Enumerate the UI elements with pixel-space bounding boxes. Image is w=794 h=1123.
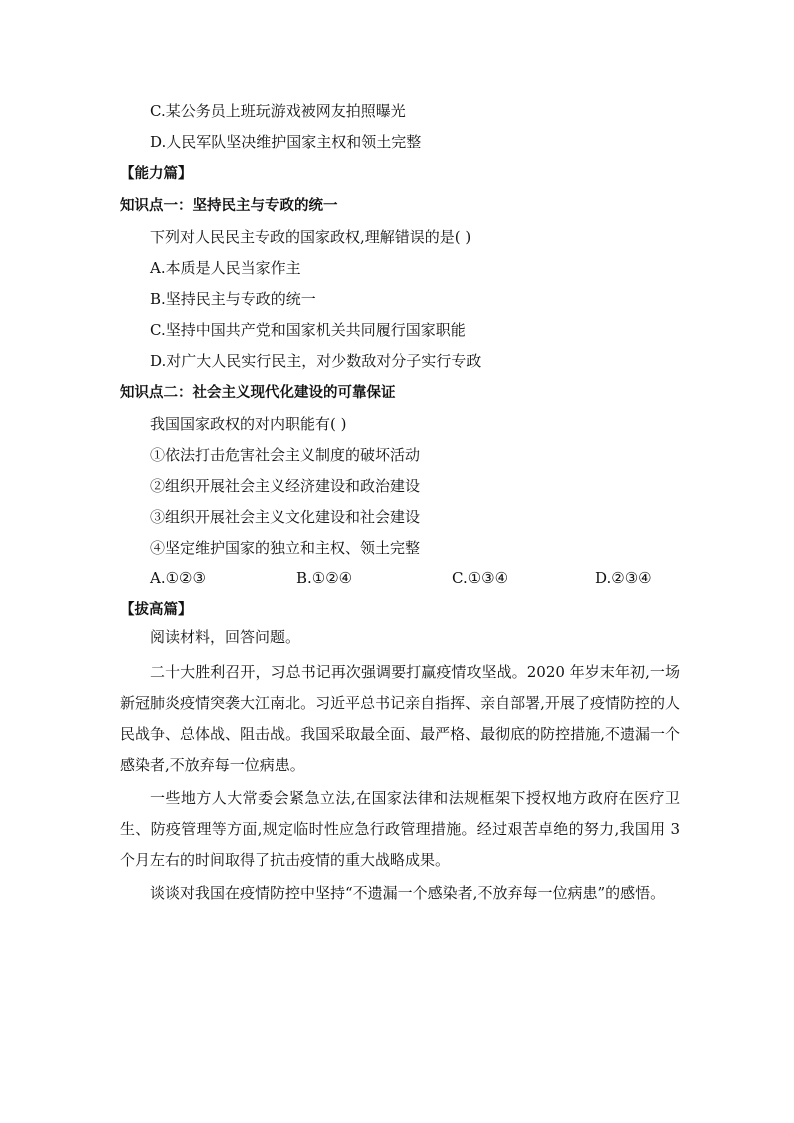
q2-choice-b: B.①②④ xyxy=(296,569,353,587)
q2-choice-c: C.①③④ xyxy=(452,569,509,587)
q2-item-3: ③组织开展社会主义文化建设和社会建设 xyxy=(150,508,421,526)
option-d-top: D.人民军队坚决维护国家主权和领土完整 xyxy=(150,133,422,151)
q1-option-a: A.本质是人民当家作主 xyxy=(150,259,301,277)
q1-option-c: C.坚持中国共产党和国家机关共同履行国家职能 xyxy=(150,321,466,339)
q1-option-d: D.对广大人民实行民主，对少数敌对分子实行专政 xyxy=(150,352,482,370)
q2-choice-a: A.①②③ xyxy=(150,569,206,587)
knowledge-point-1-title: 知识点一：坚持民主与专政的统一 xyxy=(120,198,338,214)
q2-item-2: ②组织开展社会主义经济建设和政治建设 xyxy=(150,477,421,495)
reading-instruction: 阅读材料，回答问题。 xyxy=(150,628,301,646)
material-paragraph-1: 二十大胜利召开，习总书记再次强调要打赢疫情攻坚战。2020 年岁末年初,一场新冠肺炎疫情突袭大江南北。习近平总书记亲自指挥、亲自部署,开展了疫情防控的人民战争、总体战、阻击战。我国采取最全面、最严格、最彻底的防控措施,不遗漏一个感染者,不放弃每一位病患。 xyxy=(120,663,680,774)
option-c-top: C.某公务员上班玩游戏被网友拍照曝光 xyxy=(150,102,406,120)
section-heading-advanced: 【拔高篇】 xyxy=(120,602,193,618)
essay-question: 谈谈对我国在疫情防控中坚持“不遗漏一个感染者,不放弃每一位病患”的感悟。 xyxy=(150,884,666,902)
question-2: 我国国家政权的对内职能有( ) xyxy=(150,415,347,433)
question-1: 下列对人民民主专政的国家政权,理解错误的是( ) xyxy=(150,228,472,246)
q2-item-1: ①依法打击危害社会主义制度的破坏活动 xyxy=(150,446,421,464)
knowledge-point-2-title: 知识点二：社会主义现代化建设的可靠保证 xyxy=(120,385,396,401)
q2-choices xyxy=(150,569,670,589)
material-paragraph-2: 一些地方人大常委会紧急立法,在国家法律和法规框架下授权地方政府在医疗卫生、防疫管理等方面,规定临时性应急行政管理措施。经过艰苦卓绝的努力,我国用 3 个月左右的时间取得了抗击疫情的重大战略成果。 xyxy=(120,789,680,869)
q2-item-4: ④坚定维护国家的独立和主权、领土完整 xyxy=(150,539,421,557)
q1-option-b: B.坚持民主与专政的统一 xyxy=(150,290,316,308)
q2-choice-d: D.②③④ xyxy=(595,569,652,587)
section-heading-ability: 【能力篇】 xyxy=(120,166,193,182)
